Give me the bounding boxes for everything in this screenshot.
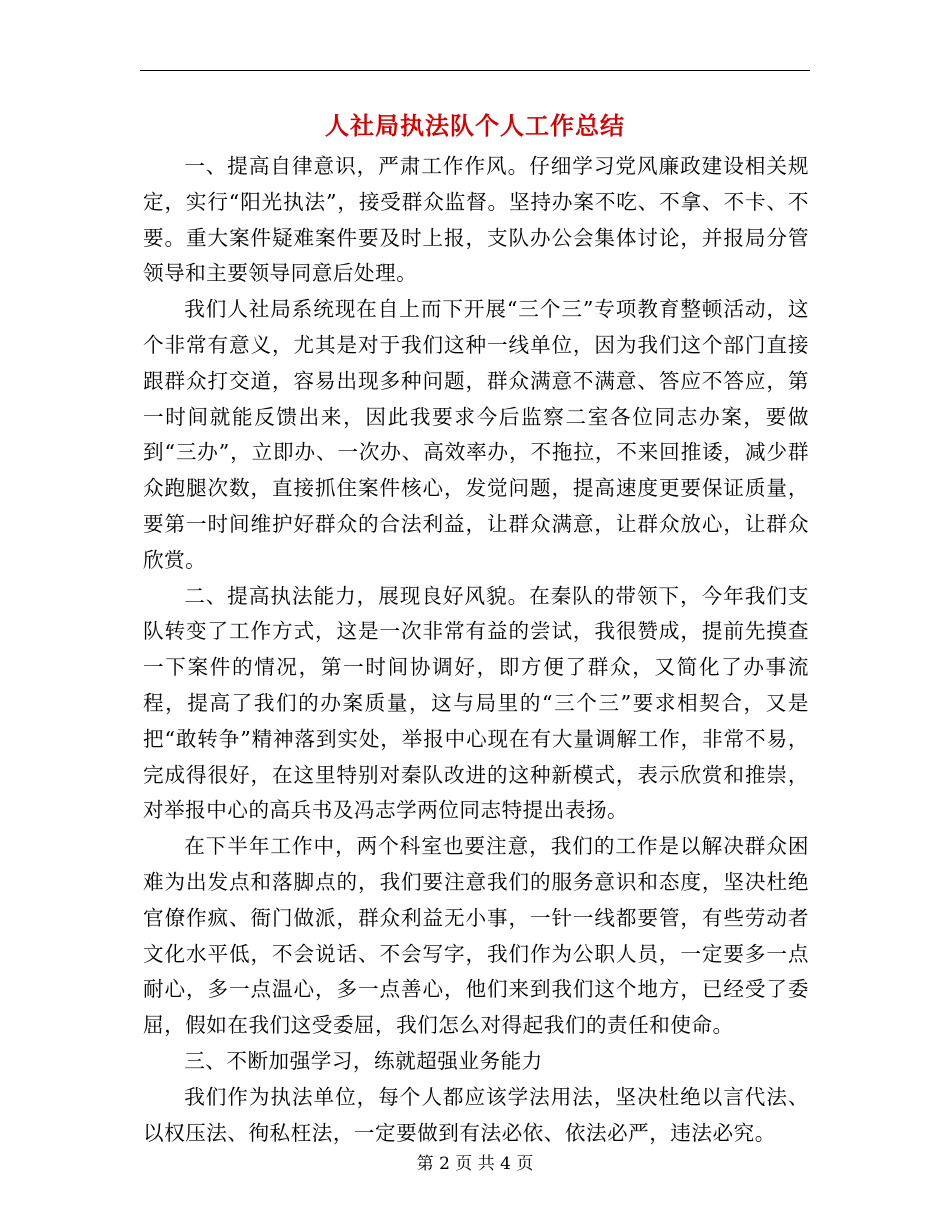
paragraph-4: 在下半年工作中，两个科室也要注意，我们的工作是以解决群众困难为出发点和落脚点的，我们要注意我们的服务意识和态度，坚决杜绝官僚作疯、衙门做派，群众利益无小事，一针一线都要管，有些劳动者文化水平低，不会说话、不会写字，我们作为公职人员，一定要多一点耐心，多一点温心，多一点善心，他们来到我们这个地方，已经受了委屈，假如在我们这受委屈，我们怎么对得起我们的责任和使命。 xyxy=(143,834,809,1038)
paragraph-1: 一、提高自律意识，严肃工作作风。仔细学习党风廉政建设相关规定，实行“阳光执法”，接受群众监督。坚持办案不吃、不拿、不卡、不要。重大案件疑难案件要及时上报，支队办公会集体讨论，并报局分管领导和主要领导同意后处理。 xyxy=(143,154,809,286)
paragraph-2: 我们人社局系统现在自上而下开展“三个三”专项教育整顿活动，这个非常有意义，尤其是对于我们这种一线单位，因为我们这个部门直接跟群众打交道，容易出现多种问题，群众满意不满意、答应不答应，第一时间就能反馈出来，因此我要求今后监察二室各位同志办案，要做到“三办”，立即办、一次办、高效率办，不拖拉，不来回推诿，减少群众跑腿次数，直接抓住案件核心，发觉问题，提高速度更要保证质量，要第一时间维护好群众的合法利益，让群众满意，让群众放心，让群众欣赏。 xyxy=(143,297,809,572)
page-number-footer: 第 2 页 共 4 页 xyxy=(416,1154,534,1174)
section-heading-3: 三、不断加强学习，练就超强业务能力 xyxy=(184,1048,543,1073)
header-rule xyxy=(140,70,810,71)
document-title: 人社局执法队个人工作总结 xyxy=(325,111,625,140)
paragraph-5: 我们作为执法单位，每个人都应该学法用法，坚决杜绝以言代法、以权压法、徇私枉法，一定要做到有法必依、依法必严，违法必究。 xyxy=(143,1084,809,1145)
paragraph-3: 二、提高执法能力，展现良好风貌。在秦队的带领下，今年我们支队转变了工作方式，这是一次非常有益的尝试，我很赞成，提前先摸查一下案件的情况，第一时间协调好，即方便了群众，又简化了办事流程，提高了我们的办案质量，这与局里的“三个三”要求相契合，又是把“敢转争”精神落到实处，举报中心现在有大量调解工作，非常不易，完成得很好，在这里特别对秦队改进的这种新模式，表示欣赏和推崇，对举报中心的高兵书及冯志学两位同志特提出表扬。 xyxy=(143,583,809,823)
document-body xyxy=(143,149,809,1151)
